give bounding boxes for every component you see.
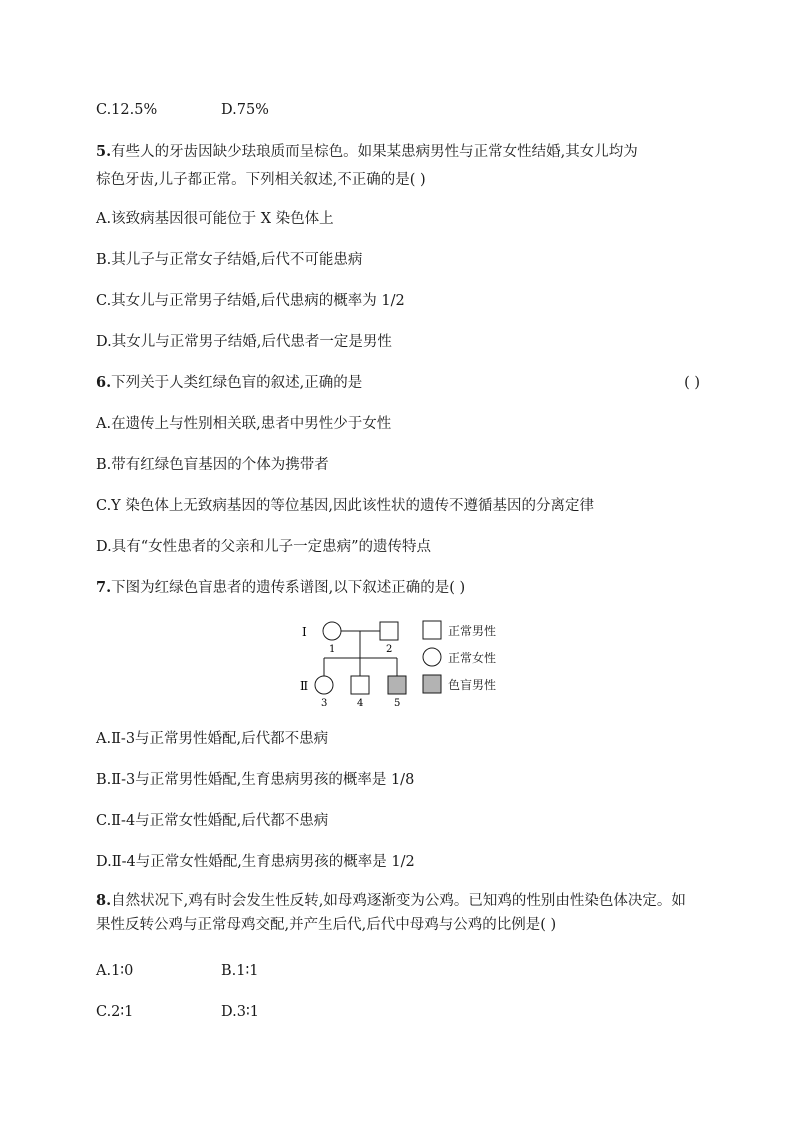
individual-5-affected-male (388, 676, 406, 694)
q8-stem-text: 自然状况下,鸡有时会发生性反转,如母鸡逐渐变为公鸡。已知鸡的性别由性染色体决定。如果性反转公鸡与正常母鸡交配,并产生后代,后代中母鸡与公鸡的比例是( ) (96, 893, 686, 933)
generation-label-2: Ⅱ (300, 679, 309, 693)
q5-number: 5. (96, 143, 112, 160)
q5-option-c: C.其女儿与正常男子结婚,后代患病的概率为 1/2 (96, 293, 405, 309)
individual-1-female (323, 622, 341, 640)
legend-label-normal-female: 正常女性 (448, 651, 497, 665)
q5-option-b: B.其儿子与正常女子结婚,后代不可能患病 (96, 252, 363, 268)
legend-square-icon (422, 620, 442, 640)
q4-option-d: D.75% (221, 102, 269, 118)
q7-option-a: A.Ⅱ-3与正常男性婚配,后代都不患病 (96, 731, 329, 747)
generation-label-1: Ⅰ (302, 625, 307, 639)
q8-option-d: D.3∶1 (221, 1004, 259, 1020)
q8-options-cd (96, 1002, 259, 1022)
q7-option-b: B.Ⅱ-3与正常男性婚配,生育患病男孩的概率是 1/8 (96, 772, 415, 788)
q4-options-cd (96, 100, 269, 120)
q7-number: 7. (96, 579, 112, 596)
legend-label-normal-male: 正常男性 (448, 624, 497, 638)
q6-option-a: A.在遗传上与性别相关联,患者中男性少于女性 (96, 416, 392, 432)
q6-option-d: D.具有“女性患者的父亲和儿子一定患病”的遗传特点 (96, 539, 432, 555)
q7-stem-text: 下图为红绿色盲患者的遗传系谱图,以下叙述正确的是( ) (111, 580, 466, 596)
q4-option-c: C.12.5% (96, 102, 158, 118)
individual-id-4: 4 (357, 698, 364, 709)
q5-option-a: A.该致病基因很可能位于 X 染色体上 (96, 211, 334, 227)
legend-label-affected-male: 色盲男性 (448, 678, 497, 692)
individual-2-male (380, 622, 398, 640)
q5-stem-text1: 有些人的牙齿因缺少珐琅质而呈棕色。如果某患病男性与正常女性结婚,其女儿均为 (111, 144, 638, 160)
individual-3-female (315, 676, 333, 694)
q5-stem-line1 (96, 142, 638, 162)
q6-option-b: B.带有红绿色盲基因的个体为携带者 (96, 457, 329, 473)
q6-option-c: C.Y 染色体上无致病基因的等位基因,因此该性状的遗传不遵循基因的分离定律 (96, 498, 594, 514)
q8-number: 8. (96, 892, 112, 909)
q8-option-b: B.1∶1 (221, 963, 259, 979)
individual-id-5: 5 (394, 698, 401, 709)
q6-number: 6. (96, 374, 112, 391)
q6-stem (96, 373, 700, 393)
q5-option-d: D.其女儿与正常男子结婚,后代患者一定是男性 (96, 334, 392, 350)
legend-circle-icon (422, 647, 442, 667)
individual-4-male (351, 676, 369, 694)
individual-id-1: 1 (329, 644, 336, 655)
q8-options-ab (96, 961, 259, 981)
q6-stem-text: 下列关于人类红绿色盲的叙述,正确的是 (111, 375, 363, 391)
individual-id-3: 3 (321, 698, 328, 709)
q8-stem (96, 889, 700, 937)
q7-option-d: D.Ⅱ-4与正常女性婚配,生育患病男孩的概率是 1/2 (96, 854, 415, 870)
q8-option-c: C.2∶1 (96, 1004, 134, 1020)
q6-answer-paren: ( ) (684, 375, 700, 391)
legend-filled-square-icon (422, 674, 442, 694)
individual-id-2: 2 (386, 644, 393, 655)
q7-stem (96, 578, 465, 598)
q7-option-c: C.Ⅱ-4与正常女性婚配,后代都不患病 (96, 813, 329, 829)
q5-stem-line2: 棕色牙齿,儿子都正常。下列相关叙述,不正确的是( ) (96, 172, 426, 188)
q8-option-a: A.1∶0 (96, 963, 134, 979)
